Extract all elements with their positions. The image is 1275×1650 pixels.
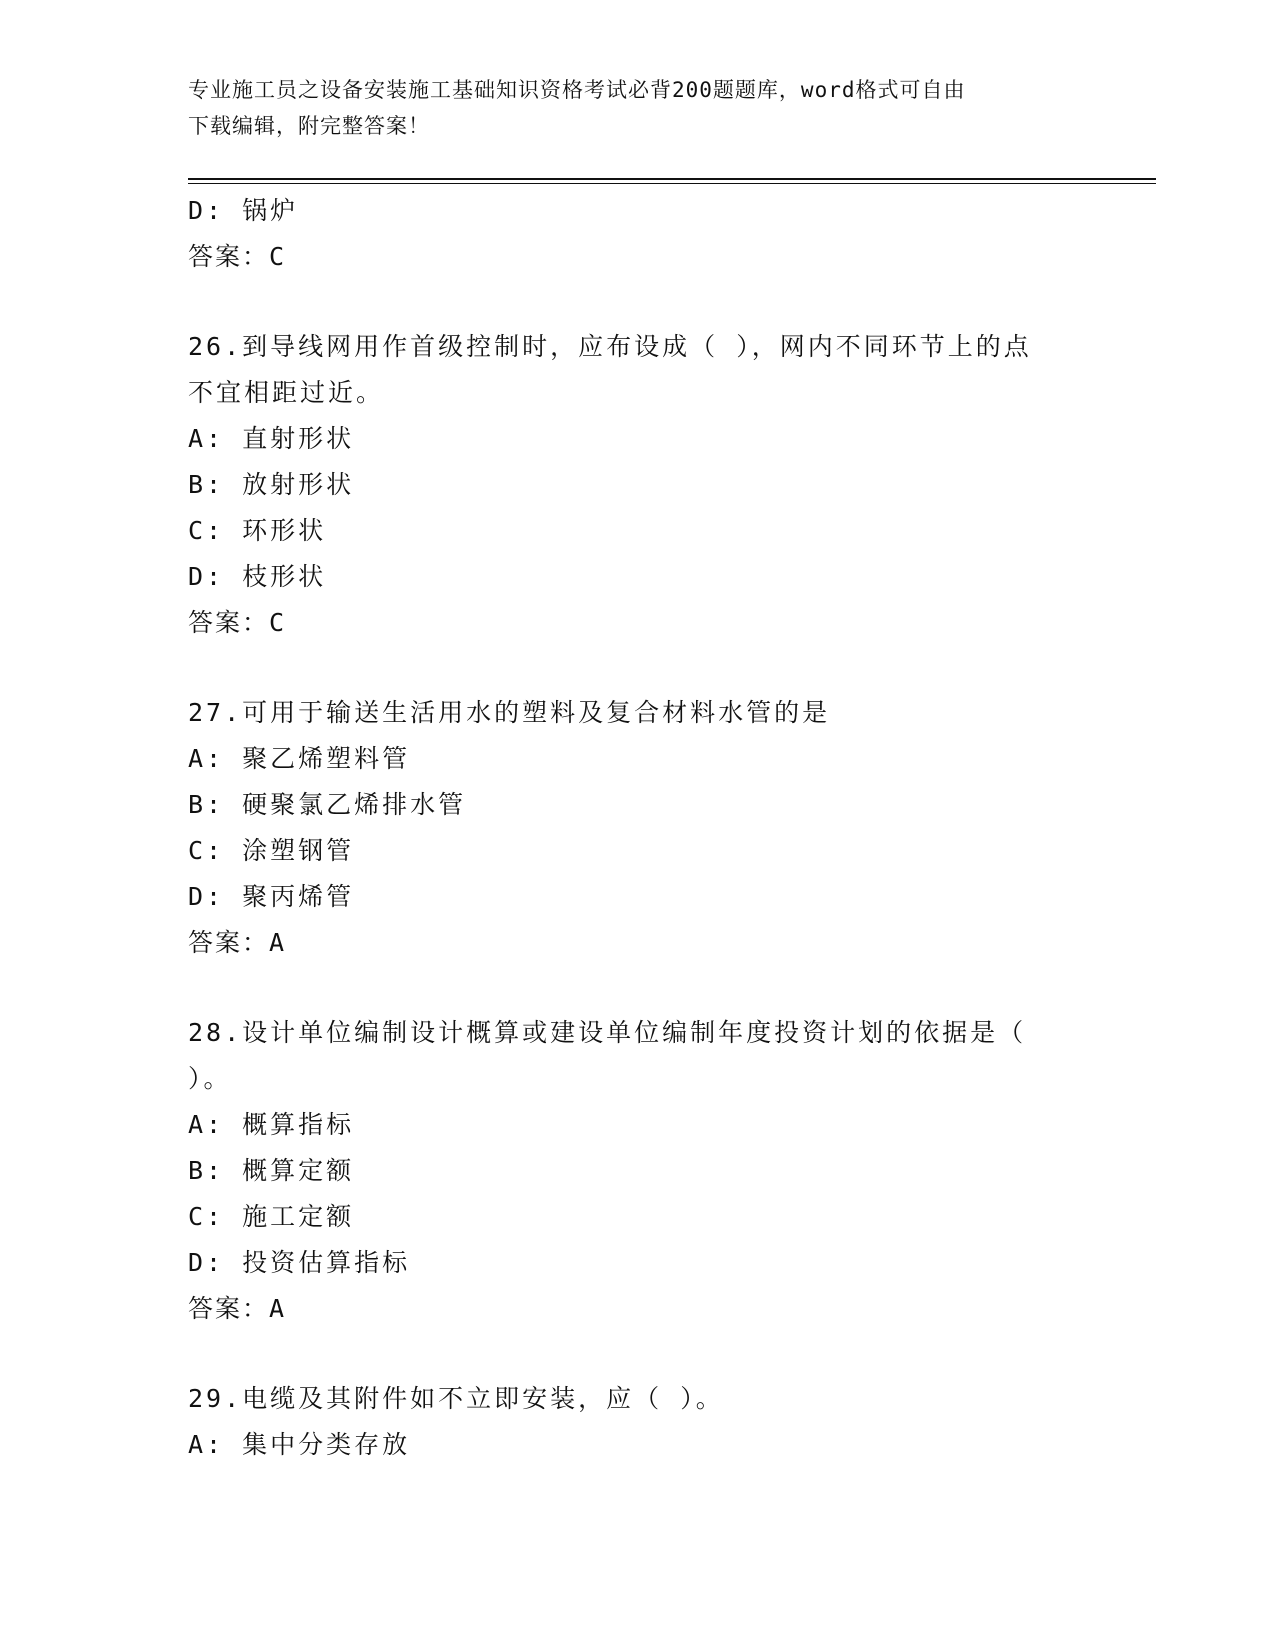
question-line: B: 放射形状 [188,470,355,499]
question-line: C: 涂塑钢管 [188,836,355,865]
header-divider-thick [188,178,1156,180]
question-block [188,690,1088,966]
answer-line [188,600,1088,646]
answer-label: 答案： [188,1294,270,1323]
answer-line [188,920,1088,966]
question-line: 不宜相距过近。 [188,378,385,407]
question-line: ）。 [188,1064,232,1093]
document-header [188,72,1088,144]
answer-label: 答案： [188,928,270,957]
answer-value: A [269,1294,287,1323]
question-line: A: 直射形状 [188,424,355,453]
question-line: D: 聚丙烯管 [188,882,355,911]
question-line: C: 环形状 [188,516,327,545]
question-line: 29.电缆及其附件如不立即安装，应（ ）。 [188,1384,724,1413]
question-block [188,1376,1088,1468]
answer-value: C [269,608,287,637]
question-block [188,1010,1088,1332]
question-line: D: 锅炉 [188,196,299,225]
question-block [188,324,1088,646]
question-line: D: 投资估算指标 [188,1248,411,1277]
question-line: B: 概算定额 [188,1156,355,1185]
answer-line [188,1286,1088,1332]
question-line: 27.可用于输送生活用水的塑料及复合材料水管的是 [188,698,831,727]
answer-value: C [269,242,287,271]
answer-value: A [269,928,287,957]
question-line: A: 集中分类存放 [188,1430,411,1459]
question-line: D: 枝形状 [188,562,327,591]
header-divider-thin [188,183,1156,184]
question-line: A: 概算指标 [188,1110,355,1139]
question-list [188,188,1088,1468]
question-block [188,188,1088,280]
question-line: C: 施工定额 [188,1202,355,1231]
answer-label: 答案： [188,242,270,271]
question-line: 26.到导线网用作首级控制时，应布设成（ ），网内不同环节上的点 [188,332,1032,361]
answer-line [188,234,1088,280]
answer-label: 答案： [188,608,270,637]
question-line: B: 硬聚氯乙烯排水管 [188,790,467,819]
header-line-2: 下载编辑，附完整答案！ [188,114,430,138]
question-line: 28.设计单位编制设计概算或建设单位编制年度投资计划的依据是（ [188,1018,1027,1047]
header-line-1: 专业施工员之设备安装施工基础知识资格考试必背200题题库，word格式可自由 [188,78,966,102]
question-line: A: 聚乙烯塑料管 [188,744,411,773]
